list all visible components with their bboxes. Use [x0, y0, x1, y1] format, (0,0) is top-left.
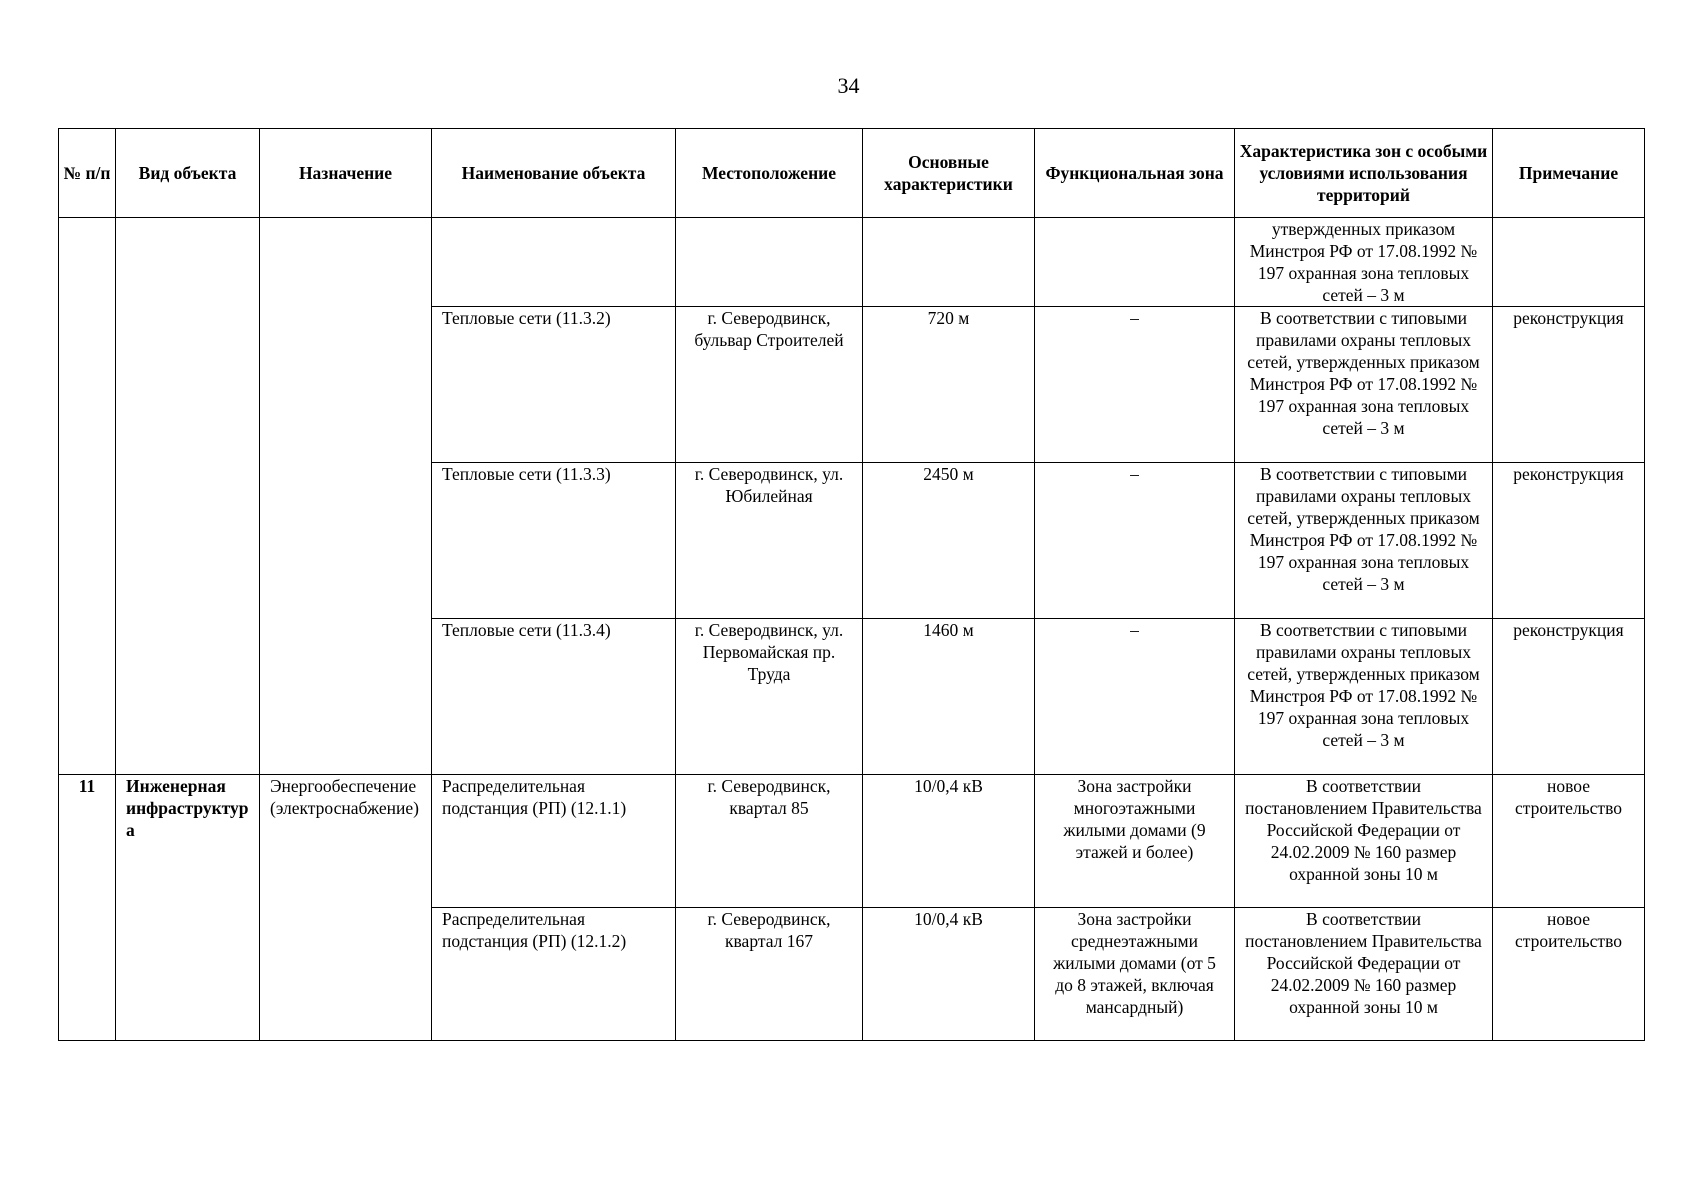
cell-location: г. Северодвинск, бульвар Строителей	[676, 307, 863, 463]
cell-name: Распределительная подстанция (РП) (12.1.2)	[432, 908, 676, 1041]
table-row	[59, 775, 1645, 908]
cell-kind: Инженерная инфраструктура	[116, 775, 260, 1041]
cell-zones: В соответствии постановлением Правительства Российской Федерации от 24.02.2009 № 160 размер охранной зоны 10 м	[1235, 775, 1493, 908]
cell-note: новое строительство	[1493, 908, 1645, 1041]
page-number: 34	[837, 73, 860, 98]
header-name: Наименование объекта	[432, 129, 676, 218]
cell-zones: В соответствии постановлением Правительства Российской Федерации от 24.02.2009 № 160 размер охранной зоны 10 м	[1235, 908, 1493, 1041]
table-row	[59, 218, 1645, 307]
cell-note	[1493, 218, 1645, 307]
cell-location: г. Северодвинск, ул. Юбилейная	[676, 463, 863, 619]
cell-note: реконструкция	[1493, 619, 1645, 775]
cell-zones: утвержденных приказом Минстроя РФ от 17.08.1992 № 197 охранная зона тепловых сетей – 3 м	[1235, 218, 1493, 307]
cell-name: Тепловые сети (11.3.2)	[432, 307, 676, 463]
cell-main-char: 10/0,4 кВ	[863, 908, 1035, 1041]
cell-location: г. Северодвинск, квартал 85	[676, 775, 863, 908]
cell-purpose: Энергообеспечение (электроснабжение)	[260, 775, 432, 1041]
header-main-char: Основные характеристики	[863, 129, 1035, 218]
cell-kind	[116, 218, 260, 775]
cell-name: Тепловые сети (11.3.4)	[432, 619, 676, 775]
objects-table	[58, 128, 1645, 1041]
cell-func-zone: –	[1035, 307, 1235, 463]
cell-main-char: 720 м	[863, 307, 1035, 463]
cell-location: г. Северодвинск, ул. Первомайская пр. Труда	[676, 619, 863, 775]
cell-location: г. Северодвинск, квартал 167	[676, 908, 863, 1041]
cell-location	[676, 218, 863, 307]
cell-note: реконструкция	[1493, 463, 1645, 619]
header-purpose: Назначение	[260, 129, 432, 218]
header-kind: Вид объекта	[116, 129, 260, 218]
cell-note: реконструкция	[1493, 307, 1645, 463]
cell-name	[432, 218, 676, 307]
header-num: № п/п	[59, 129, 116, 218]
cell-main-char: 10/0,4 кВ	[863, 775, 1035, 908]
cell-func-zone	[1035, 218, 1235, 307]
cell-func-zone: –	[1035, 619, 1235, 775]
cell-func-zone: Зона застройки среднеэтажными жилыми домами (от 5 до 8 этажей, включая мансардный)	[1035, 908, 1235, 1041]
cell-note: новое строительство	[1493, 775, 1645, 908]
cell-zones: В соответствии с типовыми правилами охраны тепловых сетей, утвержденных приказом Минстроя РФ от 17.08.1992 № 197 охранная зона тепловых сетей – 3 м	[1235, 463, 1493, 619]
cell-name: Тепловые сети (11.3.3)	[432, 463, 676, 619]
header-func-zone: Функциональная зона	[1035, 129, 1235, 218]
cell-main-char: 2450 м	[863, 463, 1035, 619]
header-note: Примечание	[1493, 129, 1645, 218]
cell-zones: В соответствии с типовыми правилами охраны тепловых сетей, утвержденных приказом Минстроя РФ от 17.08.1992 № 197 охранная зона тепловых сетей – 3 м	[1235, 619, 1493, 775]
cell-num: 11	[59, 775, 116, 1041]
cell-func-zone: Зона застройки многоэтажными жилыми домами (9 этажей и более)	[1035, 775, 1235, 908]
cell-zones: В соответствии с типовыми правилами охраны тепловых сетей, утвержденных приказом Минстроя РФ от 17.08.1992 № 197 охранная зона тепловых сетей – 3 м	[1235, 307, 1493, 463]
cell-num	[59, 218, 116, 775]
cell-name: Распределительная подстанция (РП) (12.1.1)	[432, 775, 676, 908]
cell-main-char: 1460 м	[863, 619, 1035, 775]
header-row	[59, 129, 1645, 218]
cell-func-zone: –	[1035, 463, 1235, 619]
header-location: Местоположение	[676, 129, 863, 218]
header-zones: Характеристика зон с особыми условиями использования территорий	[1235, 129, 1493, 218]
cell-purpose	[260, 218, 432, 775]
cell-main-char	[863, 218, 1035, 307]
